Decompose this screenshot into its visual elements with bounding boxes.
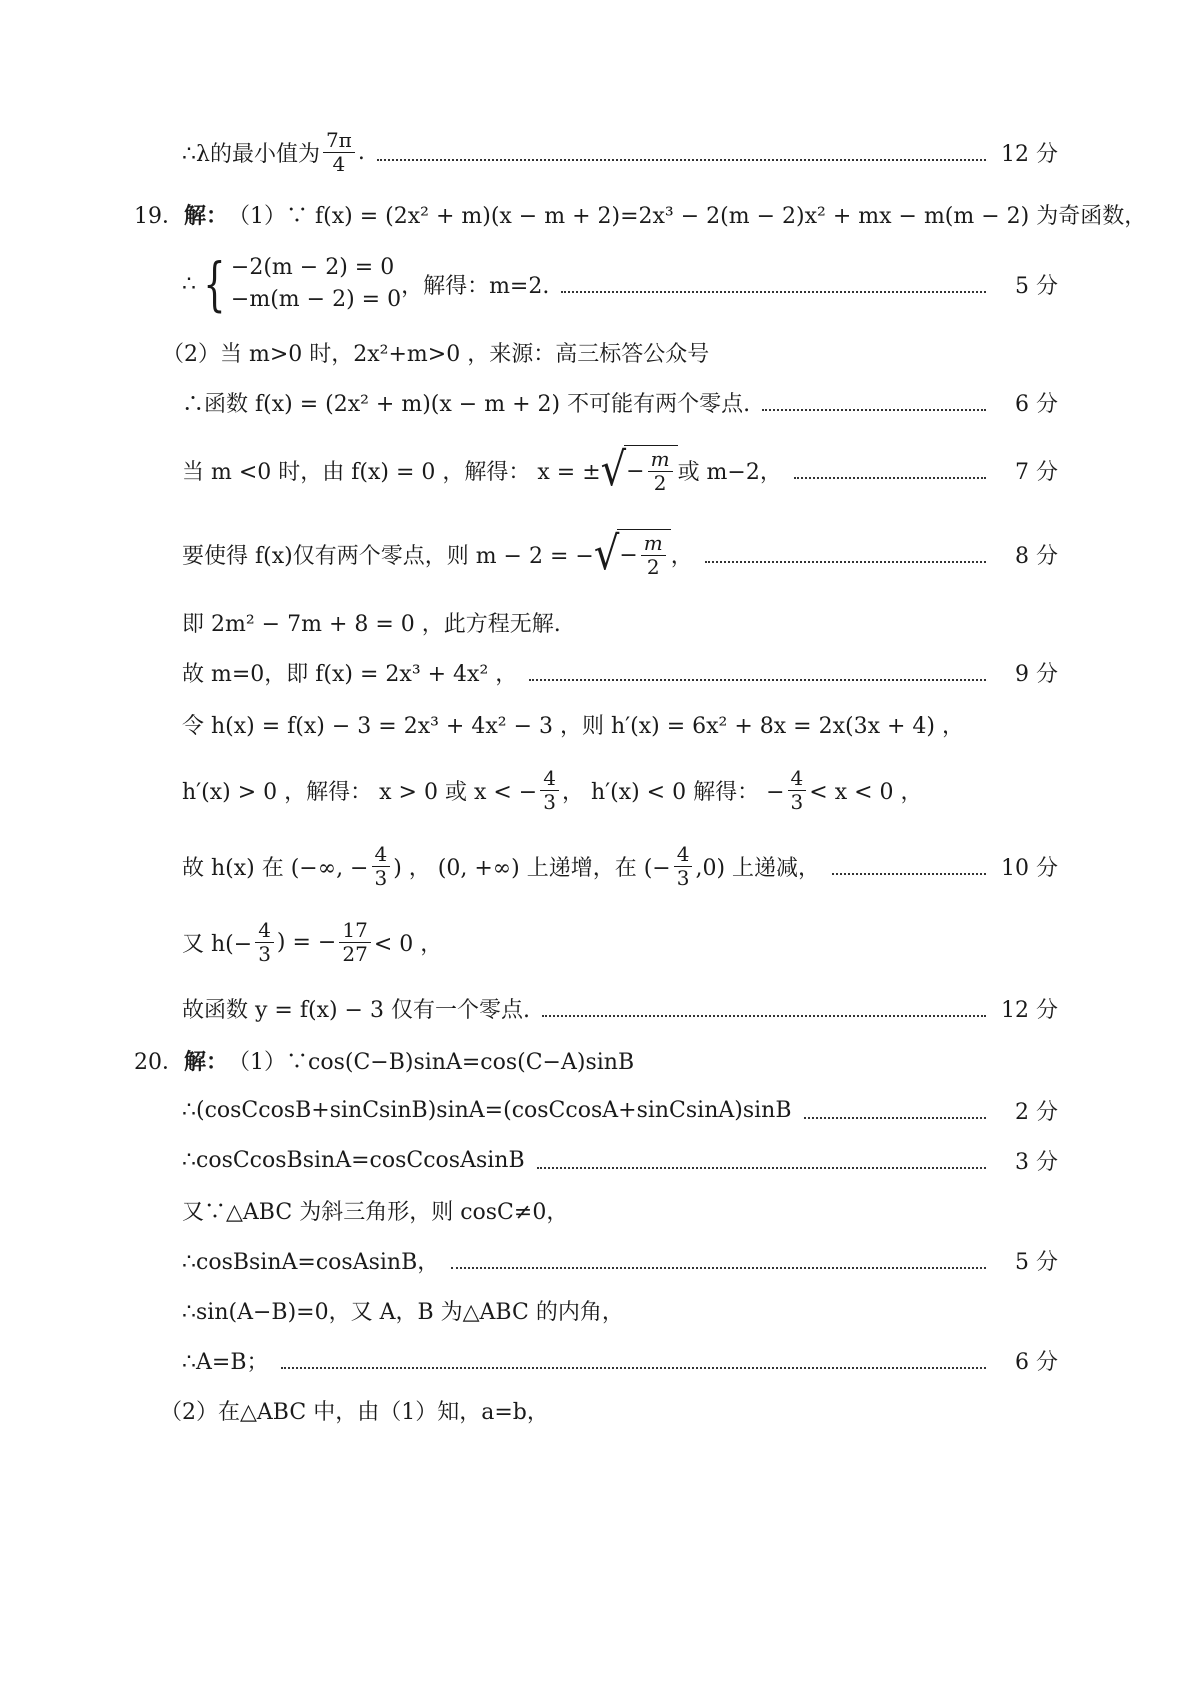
square-root: √ − $\frac{m}{2}$ — [594, 529, 671, 579]
square-root: √ − $\frac{m}{2}$ — [601, 445, 678, 495]
line-text: ) = − — [276, 929, 337, 955]
line-text: （1）∵cos(C−B)sinA=cos(C−A)sinB — [228, 1049, 635, 1075]
score-points: 6 分 — [1015, 391, 1058, 417]
line-text: 或 m−2， — [677, 459, 782, 485]
score-points: 9 分 — [1015, 661, 1058, 687]
fraction-denominator: 3 — [543, 789, 556, 814]
dot-leader — [377, 159, 986, 161]
line-text: （2）当 m>0 时，2x²+m>0 ，来源：高三标答公众号 — [162, 341, 710, 367]
score-points: 8 分 — [1015, 543, 1058, 569]
solution-line — [182, 978, 1058, 1038]
fraction — [540, 767, 559, 814]
question-number: 19． — [134, 203, 184, 229]
fraction — [255, 919, 274, 966]
solution-line: ∴ { −2(m − 2) = 0 −m(m − 2) = 0 ，解得：m=2. 5 分 — [182, 250, 1058, 318]
fraction — [372, 843, 391, 890]
score-points: 3 分 — [1015, 1149, 1058, 1175]
line-text: ， — [670, 543, 693, 569]
dot-leader — [705, 561, 986, 563]
fraction — [339, 919, 370, 966]
solution-line — [182, 760, 1058, 820]
system-equation-2: −m(m − 2) = 0 — [230, 287, 402, 312]
dot-leader — [281, 1367, 987, 1369]
dot-leader — [537, 1167, 986, 1169]
fraction-denominator: 3 — [790, 789, 804, 814]
fraction-denominator: 3 — [676, 865, 690, 890]
score-points: 12 分 — [1001, 141, 1058, 167]
score-points: 2 分 — [1015, 1099, 1058, 1125]
equation-system — [196, 252, 401, 316]
solution-line — [182, 912, 1058, 972]
line-text: 即 2m² − 7m + 8 = 0 ，此方程无解. — [182, 611, 561, 637]
line-text: ) ， (0, +∞) 上递增，在 (− — [393, 855, 671, 881]
solution-line — [182, 642, 1058, 702]
line-tail: . — [357, 139, 365, 165]
fraction-denominator: 4 — [332, 151, 346, 176]
line-text: ∴(cosCcosB+sinCsinB)sinA=(cosCcosA+sinCsinA)sinB — [182, 1097, 792, 1123]
fraction-denominator: 2 — [653, 471, 667, 495]
fraction-denominator: 3 — [374, 865, 388, 890]
dot-leader — [794, 477, 986, 479]
fraction-numerator: 17 — [339, 919, 370, 943]
solution-line — [182, 372, 1058, 432]
line-text: 故 h(x) 在 (−∞, − — [182, 855, 369, 881]
solution-label: 解： — [184, 202, 229, 229]
fraction-numerator: m — [641, 532, 666, 556]
line-text: 故 m=0，即 f(x) = 2x³ + 4x² ， — [182, 661, 518, 687]
fraction-numerator: 4 — [372, 843, 391, 867]
line-text: （1）∵ f(x) = (2x² + m)(x − m + 2)=2x³ − 2(m − 2)x² + mx − m(m − 2) 为奇函数， — [228, 203, 1147, 229]
dot-leader — [561, 291, 986, 293]
score-points: 6 分 — [1015, 1349, 1058, 1375]
question-19-header — [134, 184, 1147, 244]
dot-leader — [762, 409, 986, 411]
line-text: ∴cosCcosBsinA=cosCcosAsinB — [182, 1147, 525, 1173]
line-text: ，解得：m=2. — [401, 273, 550, 299]
line-text: 又 h(− — [182, 931, 253, 957]
line-text: ， h′(x) < 0 解得： − — [561, 779, 785, 805]
fraction-denominator: 2 — [646, 555, 660, 579]
dot-leader — [804, 1117, 986, 1119]
fraction-numerator: 4 — [540, 767, 559, 791]
solution-line — [182, 122, 1058, 182]
score-points: 7 分 — [1015, 459, 1058, 485]
line-text: 故函数 y = f(x) − 3 仅有一个零点. — [182, 997, 530, 1023]
fraction — [788, 767, 807, 814]
solution-label: 解： — [184, 1048, 229, 1075]
score-points: 5 分 — [1015, 1249, 1058, 1275]
system-equation-1: −2(m − 2) = 0 — [230, 255, 395, 281]
question-number: 20． — [134, 1049, 184, 1075]
line-text: （2）在△ABC 中，由（1）知，a=b， — [160, 1399, 549, 1425]
line-text: < 0 ， — [373, 931, 443, 957]
fraction — [674, 843, 693, 890]
line-text: ∴cosBsinA=cosAsinB， — [182, 1249, 440, 1275]
line-text: ∴λ的最小值为 — [182, 141, 320, 167]
fraction-denominator: 3 — [258, 941, 271, 966]
line-text: 又∵△ABC 为斜三角形，则 cosC≠0， — [182, 1199, 569, 1225]
solution-line — [160, 1380, 1058, 1440]
line-text: ∴A=B； — [182, 1349, 269, 1375]
left-brace: { — [203, 250, 226, 318]
line-text: h′(x) > 0 ，解得： x > 0 或 x < − — [182, 779, 538, 805]
line-text: 要使得 f(x)仅有两个零点，则 m − 2 = − — [182, 543, 594, 569]
score-points: 10 分 — [1001, 855, 1058, 881]
fraction — [323, 129, 355, 176]
line-text: ,0) 上递减， — [695, 855, 821, 881]
dot-leader — [529, 679, 986, 681]
fraction-numerator: 4 — [674, 843, 693, 867]
solution-line — [182, 524, 1058, 584]
dot-leader — [832, 873, 986, 875]
solution-line — [182, 440, 1058, 500]
fraction-numerator: m — [648, 448, 673, 472]
fraction-numerator: 7π — [323, 129, 355, 153]
line-text: < x < 0 ， — [809, 779, 923, 805]
score-points: 5 分 — [1015, 273, 1058, 299]
solution-line — [182, 836, 1058, 896]
dot-leader — [451, 1267, 986, 1269]
fraction-numerator: 4 — [255, 919, 274, 943]
fraction-numerator: 4 — [788, 767, 807, 791]
solution-line — [182, 694, 1058, 754]
line-text: 令 h(x) = f(x) − 3 = 2x³ + 4x² − 3 ，则 h′(x) = 6x² + 8x = 2x(3x + 4) ， — [182, 713, 964, 739]
score-points: 12 分 — [1001, 997, 1058, 1023]
line-text: ∴函数 f(x) = (2x² + m)(x − m + 2) 不可能有两个零点. — [182, 391, 751, 417]
fraction-denominator: 27 — [342, 941, 368, 966]
dot-leader — [542, 1015, 986, 1017]
line-text: 当 m <0 时，由 f(x) = 0 ，解得： x = ± — [182, 459, 601, 485]
line-text: ∴sin(A−B)=0，又 A，B 为△ABC 的内角， — [182, 1299, 624, 1325]
